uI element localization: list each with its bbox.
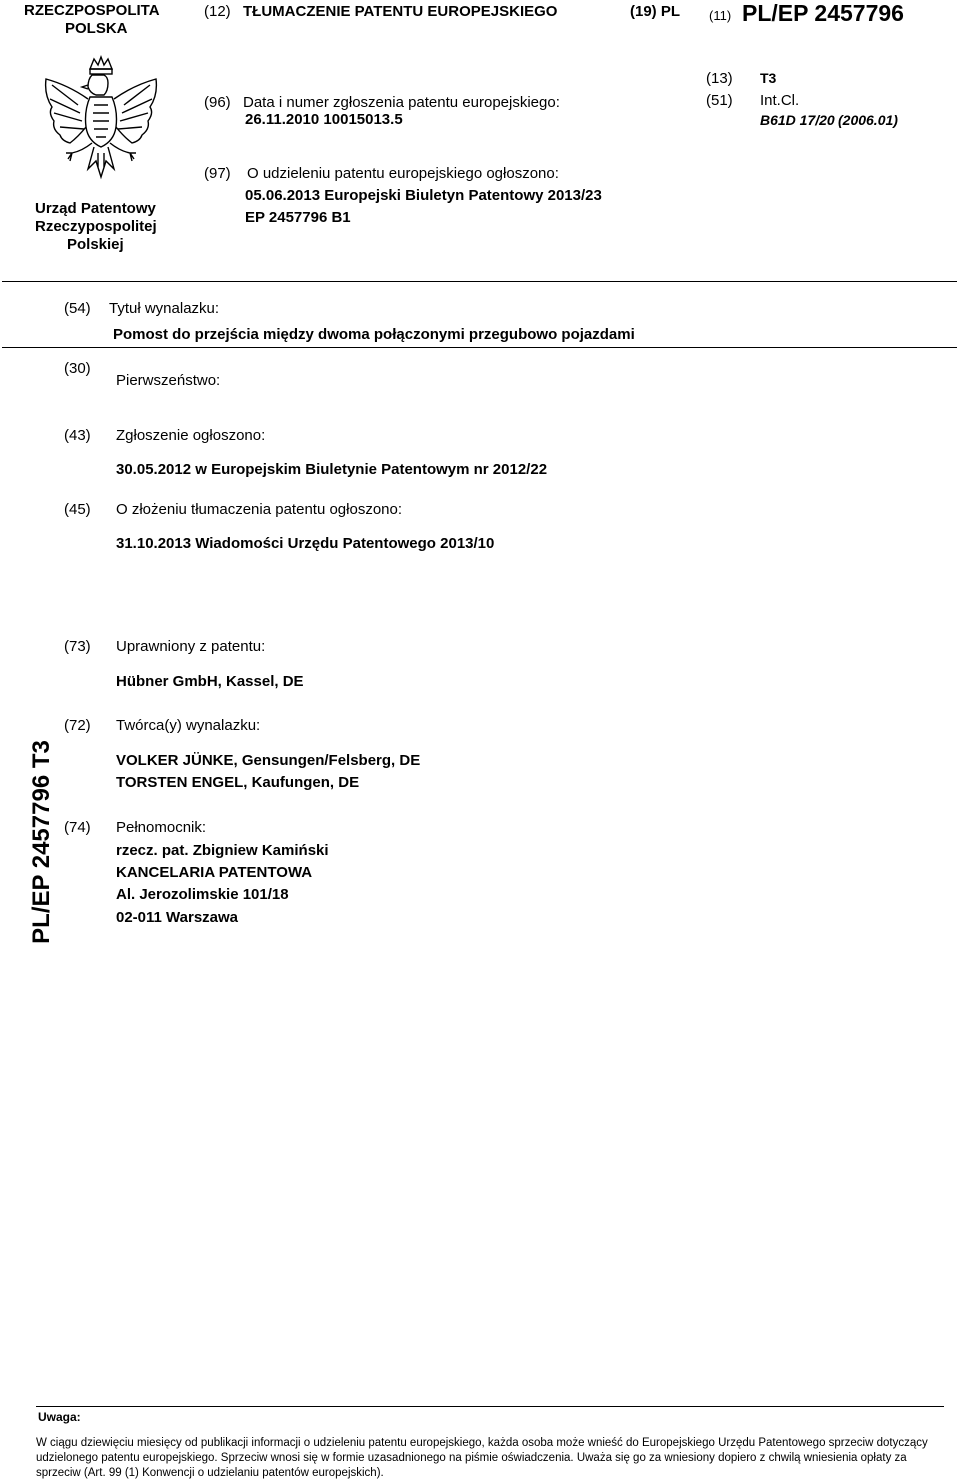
note-divider [36,1406,944,1407]
title-label: Tytuł wynalazku: [109,300,220,317]
grant-label: O udzieleniu patentu europejskiego ogłoszono: [247,165,559,182]
invention-title: Pomost do przejścia między dwoma połączonymi przegubowo pojazdami [113,326,635,343]
attorney-line-4: 02-011 Warszawa [116,909,239,926]
int-cl-version: (2006.01) [838,112,898,128]
kind-code: T3 [760,70,777,86]
application-published-value: 30.05.2012 w Europejskim Biuletynie Patentowym nr 2012/22 [116,461,548,478]
polish-eagle-emblem [38,55,164,183]
code-19: (19) PL [630,3,681,20]
code-72: (72) [64,717,91,734]
grant-bulletin: 05.06.2013 Europejski Biuletyn Patentowy 2013/23 [245,187,602,204]
header-divider [2,281,957,282]
code-13: (13) [706,70,733,87]
int-cl-label: Int.Cl. [760,92,800,109]
translation-label: O złożeniu tłumaczenia patentu ogłoszono: [116,501,403,518]
code-43: (43) [64,427,91,444]
int-cl-class: B61D 17/20 [760,112,835,128]
attorney-line-1: rzecz. pat. Zbigniew Kamiński [116,842,329,859]
code-74: (74) [64,819,91,836]
proprietor-label: Uprawniony z patentu: [116,638,266,655]
office-name-line1: Urząd Patentowy [35,200,156,217]
grant-publication: EP 2457796 B1 [245,209,351,226]
attorney-line-3: Al. Jerozolimskie 101/18 [116,886,289,903]
translation-value: 31.10.2013 Wiadomości Urzędu Patentowego 2013/10 [116,535,495,552]
code-30: (30) [64,360,91,377]
code-97: (97) [204,165,231,182]
application-published-label: Zgłoszenie ogłoszono: [116,427,266,444]
side-patent-label: PL/EP 2457796 T3 [28,740,55,944]
inventor-1: VOLKER JÜNKE, Gensungen/Felsberg, DE [116,752,421,769]
attorney-label: Pełnomocnik: [116,819,207,836]
proprietor-value: Hübner GmbH, Kassel, DE [116,673,304,690]
attorney-line-2: KANCELARIA PATENTOWA [116,864,313,881]
title-divider [2,347,957,348]
document-type: TŁUMACZENIE PATENTU EUROPEJSKIEGO [243,3,558,20]
code-96: (96) [204,94,231,111]
inventors-label: Twórca(y) wynalazku: [116,717,261,734]
code-45: (45) [64,501,91,518]
country-name-line2: POLSKA [65,20,128,37]
note-title: Uwaga: [38,1410,81,1424]
office-name-line2: Rzeczypospolitej [35,218,157,235]
note-text [36,1436,941,1481]
inventor-2: TORSTEN ENGEL, Kaufungen, DE [116,774,360,791]
application-number: 26.11.2010 10015013.5 [245,111,403,128]
note-line-2: udzielonego patentu europejskiego. Sprzeciw wnosi się w formie uzasadnionego na piśmie oświadczenia. Uważa się go za wniesiony dopiero z chwilą wniesienia opłaty za [36,1452,907,1464]
priority-label: Pierwszeństwo: [116,372,221,389]
country-name-line1: RZECZPOSPOLITA [24,2,160,19]
note-line-1: W ciągu dziewięciu miesięcy od publikacji informacji o udzieleniu patentu europejskiego, każda osoba może wnieść do Europejskiego Urzędu Patentowego sprzeciw dotyczący [36,1437,928,1449]
code-12: (12) [204,3,231,20]
code-54: (54) [64,300,91,317]
code-11: (11) [709,8,732,23]
code-73: (73) [64,638,91,655]
office-name-line3: Polskiej [67,236,124,253]
note-line-3: sprzeciw (Art. 99 (1) Konwencji o udzielaniu patentów europejskich). [36,1467,384,1479]
patent-number: PL/EP 2457796 [742,0,904,26]
application-label: Data i numer zgłoszenia patentu europejskiego: [243,94,560,111]
code-51: (51) [706,92,733,109]
